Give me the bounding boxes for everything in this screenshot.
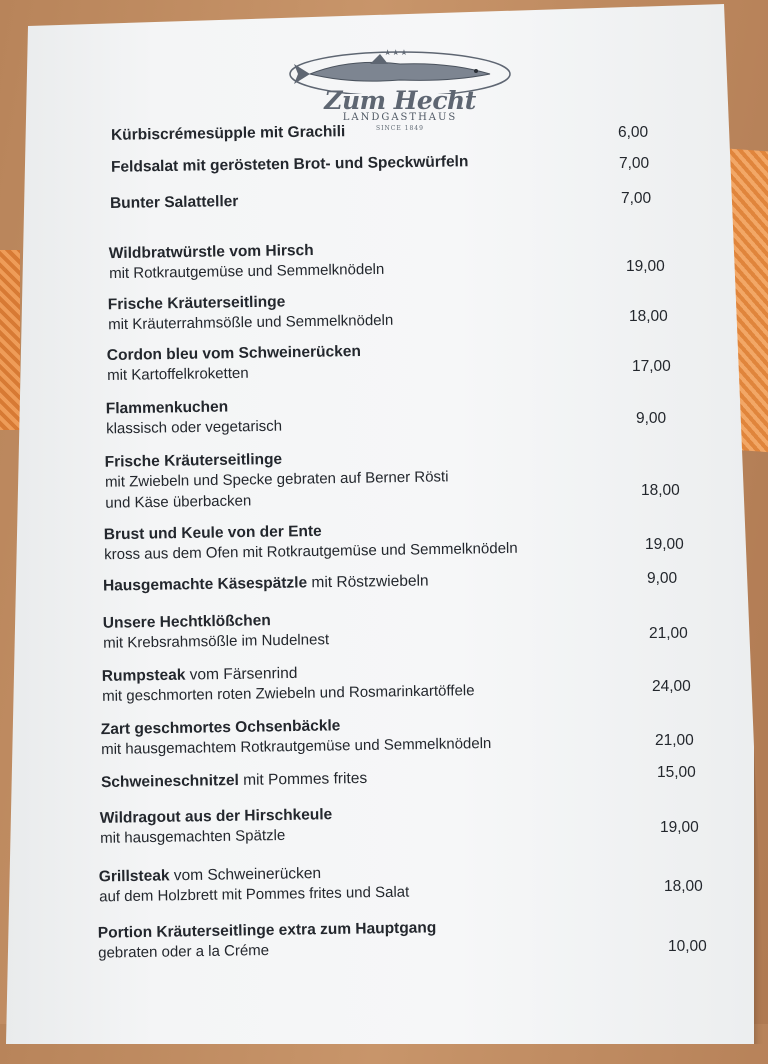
menu-item-price: 6,00 <box>618 124 649 141</box>
menu-item: Portion Kräuterseitlinge extra zum Hauptgang gebraten oder a la Créme <box>97 919 437 962</box>
menu-item: Zart geschmortes Ochsenbäckle mit hausgemachtem Rotkrautgemüse und Semmelknödeln <box>100 717 492 759</box>
menu-item-price: 9,00 <box>647 570 678 587</box>
menu-item: Hausgemachte Käsespätzle mit Röstzwiebeln <box>102 572 429 595</box>
menu-item-price: 19,00 <box>645 536 684 553</box>
menu-item-price: 19,00 <box>626 258 665 275</box>
menu-item: Wildragout aus der Hirschkeule mit hausgemachten Spätzle <box>99 806 333 847</box>
menu-item-price: 18,00 <box>641 482 680 499</box>
menu-item-price: 7,00 <box>621 190 652 207</box>
restaurant-logo <box>280 44 520 130</box>
orange-tablecloth-left <box>0 250 20 430</box>
menu-item: Frische Kräuterseitlinge mit Zwiebeln und Specke gebraten auf Berner Rösti und Käse überbacken <box>104 450 449 512</box>
menu-item: Kürbiscrémesüpple mit Grachili <box>110 123 346 144</box>
menu-item-price: 19,00 <box>660 819 699 836</box>
menu-item-price: 7,00 <box>619 155 650 172</box>
restaurant-subtitle: LANDGASTHAUS <box>342 112 458 123</box>
menu-item: Wildbratwürstle vom Hirsch mit Rotkrautgemüse und Semmelknödeln <box>108 241 385 283</box>
restaurant-since: SINCE 1849 <box>376 125 424 132</box>
menu-item: Grillsteak vom Schweinerücken auf dem Holzbrett mit Pommes frites und Salat <box>98 864 410 906</box>
menu-item-price: 17,00 <box>632 358 671 375</box>
menu-item: Schweineschnitzel mit Pommes frites <box>100 769 368 792</box>
menu-item: Brust und Keule von der Ente kross aus dem Ofen mit Rotkrautgemüse und Semmelknödeln <box>103 522 518 564</box>
menu-item-price: 24,00 <box>652 678 691 695</box>
menu-item: Rumpsteak vom Färsenrind mit geschmorten roten Zwiebeln und Rosmarinkartöffele <box>101 664 475 705</box>
menu-item: Unsere Hechtklößchen mit Krebsrahmsößle im Nudelnest <box>102 612 330 652</box>
menu-item-price: 9,00 <box>636 410 667 427</box>
stars-icon: ★★★ <box>384 48 409 57</box>
menu-item: Cordon bleu vom Schweinerücken mit Kartoffelkroketten <box>106 343 362 384</box>
menu-item-price: 18,00 <box>664 878 703 895</box>
menu-item: Frische Kräuterseitlinge mit Kräuterrahmsößle und Semmelknödeln <box>107 293 394 334</box>
menu-item-price: 15,00 <box>657 764 696 781</box>
restaurant-name: Zum Hecht <box>324 86 476 115</box>
menu-item-price: 21,00 <box>649 625 688 642</box>
menu-item-price: 18,00 <box>629 308 668 325</box>
menu-item: Bunter Salatteller <box>109 192 239 213</box>
menu-item: Feldsalat mit gerösteten Brot- und Speckwürfeln <box>110 153 469 176</box>
menu-item-price: 21,00 <box>655 732 694 749</box>
menu-item: Flammenkuchen klassisch oder vegetarisch <box>105 398 283 438</box>
menu-item-price: 10,00 <box>668 938 707 955</box>
